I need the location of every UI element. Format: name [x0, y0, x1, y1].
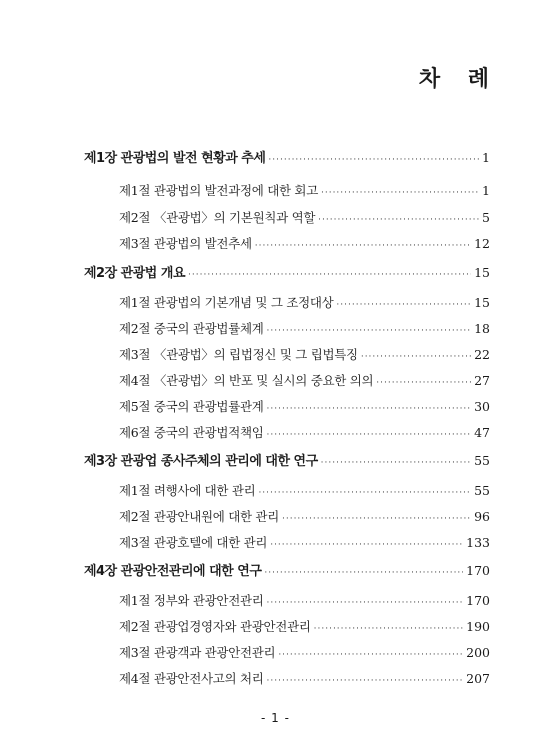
entry-page-number: 1 [482, 183, 490, 198]
dot-leader [267, 430, 472, 440]
entry-title: 제2절 관광안내원에 대한 관리 [119, 509, 279, 524]
entry-page-number: 27 [474, 373, 490, 388]
entry-page-number: 30 [474, 399, 490, 414]
entry-page-number: 22 [474, 347, 490, 362]
entry-title: 제4장 관광안전관리에 대한 연구 [84, 564, 262, 579]
entry-title: 제2장 관광법 개요 [84, 266, 186, 281]
entry-title: 제1절 관광법의 기본개념 및 그 조정대상 [119, 295, 334, 310]
entry-page-number: 1 [482, 150, 490, 165]
entry-title: 제1절 관광법의 발전과정에 대한 회고 [119, 183, 318, 198]
page-number: - 1 - [261, 711, 290, 725]
page-title: 차 례 [418, 67, 499, 92]
toc-section-entry[interactable] [119, 234, 490, 252]
dot-leader [278, 650, 463, 660]
entry-title: 제1장 관광법의 발전 현황과 추세 [84, 151, 266, 166]
dot-leader [258, 488, 471, 498]
toc-section-entry[interactable] [119, 181, 490, 199]
toc-section-entry[interactable] [119, 293, 490, 311]
toc-section-entry[interactable] [119, 533, 490, 551]
dot-leader [268, 155, 479, 165]
toc-section-entry[interactable] [119, 208, 490, 226]
entry-page-number: 96 [474, 509, 490, 524]
dot-leader [336, 300, 471, 310]
entry-page-number: 170 [466, 593, 490, 608]
entry-title: 제3절 관광객과 관광안전관리 [119, 645, 276, 660]
entry-title: 제2절 〈관광법〉의 기본원칙과 역할 [119, 210, 316, 225]
toc-section-entry[interactable] [119, 423, 490, 441]
dot-leader [376, 378, 471, 388]
entry-page-number: 133 [466, 535, 490, 550]
dot-leader [267, 598, 464, 608]
dot-leader [264, 568, 463, 578]
toc-section-entry[interactable] [119, 669, 490, 687]
dot-leader [267, 326, 472, 336]
entry-title: 제4절 〈관광법〉의 반포 및 실시의 중요한 의의 [119, 373, 374, 388]
dot-leader [267, 676, 464, 686]
entry-page-number: 207 [466, 671, 490, 686]
toc-chapter-entry[interactable] [84, 560, 490, 579]
toc-section-entry[interactable] [119, 319, 490, 337]
toc-chapter-entry[interactable] [84, 450, 490, 469]
toc-chapter-entry[interactable] [84, 147, 490, 166]
entry-page-number: 18 [474, 321, 490, 336]
entry-title: 제5절 중국의 관광법률관계 [119, 399, 264, 414]
toc-section-entry[interactable] [119, 507, 490, 525]
dot-leader [314, 624, 464, 634]
entry-page-number: 200 [466, 645, 490, 660]
dot-leader [321, 188, 479, 198]
dot-leader [282, 514, 471, 524]
toc-section-entry[interactable] [119, 397, 490, 415]
entry-page-number: 47 [474, 425, 490, 440]
toc-section-entry[interactable] [119, 481, 490, 499]
toc-chapter-entry[interactable] [84, 262, 490, 281]
dot-leader [361, 352, 471, 362]
entry-page-number: 12 [474, 236, 490, 251]
dot-leader [270, 540, 463, 550]
entry-title: 제4절 관광안전사고의 처리 [119, 671, 264, 686]
entry-page-number: 15 [474, 265, 490, 280]
entry-page-number: 55 [474, 453, 490, 468]
toc-section-entry[interactable] [119, 643, 490, 661]
toc-section-entry[interactable] [119, 591, 490, 609]
entry-page-number: 55 [474, 483, 490, 498]
dot-leader [267, 404, 472, 414]
toc-section-entry[interactable] [119, 345, 490, 363]
entry-title: 제3절 〈관광법〉의 립법정신 및 그 립법특징 [119, 347, 358, 362]
entry-title: 제2절 관광업경영자와 관광안전관리 [119, 619, 311, 634]
dot-leader [188, 270, 471, 280]
entry-title: 제3절 관광법의 발전추세 [119, 236, 252, 251]
entry-title: 제3장 관광업 종사주체의 관리에 대한 연구 [84, 454, 318, 469]
entry-title: 제3절 관광호텔에 대한 관리 [119, 535, 268, 550]
dot-leader [321, 458, 471, 468]
toc-section-entry[interactable] [119, 617, 490, 635]
entry-title: 제1절 정부와 관광안전관리 [119, 593, 264, 608]
entry-title: 제2절 중국의 관광법률체계 [119, 321, 264, 336]
entry-page-number: 190 [466, 619, 490, 634]
toc-section-entry[interactable] [119, 371, 490, 389]
entry-title: 제6절 중국의 관광법적책임 [119, 425, 264, 440]
entry-page-number: 15 [474, 295, 490, 310]
dot-leader [255, 241, 471, 251]
entry-page-number: 5 [482, 210, 490, 225]
entry-page-number: 170 [466, 563, 490, 578]
entry-title: 제1절 려행사에 대한 관리 [119, 483, 256, 498]
dot-leader [318, 215, 479, 225]
